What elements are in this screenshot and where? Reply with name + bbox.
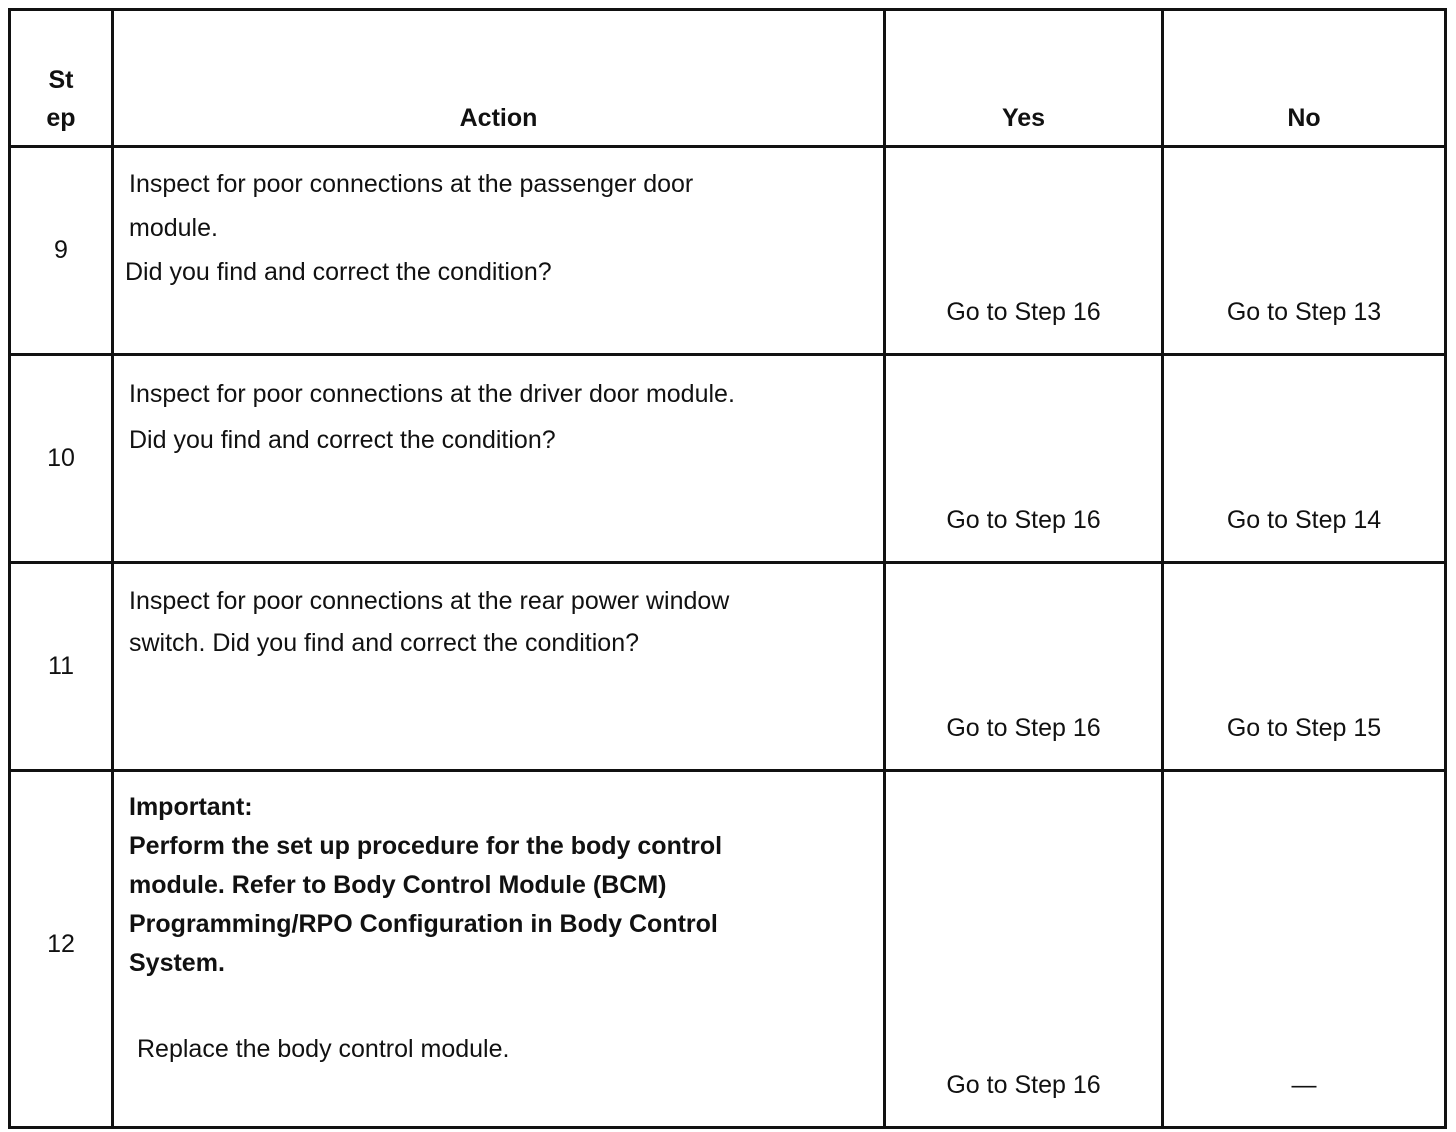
yes-result: Go to Step 16 — [946, 714, 1101, 742]
header-step-line2: ep — [46, 104, 76, 132]
header-step — [10, 10, 113, 147]
action-line: Inspect for poor connections at the passenger door — [129, 170, 694, 198]
action-line: Inspect for poor connections at the driver door module. — [129, 380, 735, 408]
important-line: module. Refer to Body Control Module (BCM) — [129, 871, 667, 899]
yes-cell — [885, 563, 1163, 771]
table-row — [10, 355, 1446, 563]
step-number: 12 — [47, 930, 75, 958]
action-text — [129, 580, 863, 664]
action-cell — [113, 147, 885, 355]
step-number: 11 — [48, 652, 74, 680]
yes-cell — [885, 147, 1163, 355]
important-label: Important: — [129, 793, 253, 821]
action-line: Replace the body control module. — [137, 1035, 510, 1063]
step-cell — [10, 563, 113, 771]
step-number: 9 — [54, 236, 68, 264]
action-line: module. — [129, 214, 218, 242]
action-text — [125, 162, 863, 294]
step-cell — [10, 355, 113, 563]
action-cell — [113, 355, 885, 563]
action-line: Did you find and correct the condition? — [129, 426, 556, 454]
yes-result: Go to Step 16 — [946, 506, 1101, 534]
important-note — [129, 788, 863, 983]
action-text — [129, 371, 863, 463]
table-header-row — [10, 10, 1446, 147]
important-line: System. — [129, 949, 225, 977]
important-line: Perform the set up procedure for the body control — [129, 832, 723, 860]
no-cell — [1163, 147, 1446, 355]
yes-result: Go to Step 16 — [946, 1071, 1101, 1099]
action-text — [129, 788, 863, 1071]
important-line: Programming/RPO Configuration in Body Control — [129, 910, 718, 938]
no-cell — [1163, 771, 1446, 1128]
action-cell — [113, 771, 885, 1128]
action-cell — [113, 563, 885, 771]
no-result: Go to Step 13 — [1226, 298, 1382, 326]
table-row — [10, 563, 1446, 771]
no-cell — [1163, 355, 1446, 563]
step-cell — [10, 147, 113, 355]
header-no: No — [1163, 10, 1446, 147]
yes-result: Go to Step 16 — [946, 298, 1101, 326]
no-result: Go to Step 15 — [1226, 714, 1382, 742]
no-result: — — [1291, 1071, 1317, 1099]
header-step-line1: St — [48, 66, 74, 94]
no-cell — [1163, 563, 1446, 771]
step-cell — [10, 771, 113, 1128]
table-row — [10, 147, 1446, 355]
action-line: switch. Did you find and correct the condition? — [129, 629, 639, 657]
diagnostic-steps-table — [8, 8, 1447, 1129]
step-number: 10 — [47, 444, 75, 472]
yes-cell — [885, 771, 1163, 1128]
table-row — [10, 771, 1446, 1128]
action-line: Did you find and correct the condition? — [125, 258, 552, 286]
header-yes: Yes — [885, 10, 1163, 147]
no-result: Go to Step 14 — [1226, 506, 1382, 534]
yes-cell — [885, 355, 1163, 563]
action-line: Inspect for poor connections at the rear power window — [129, 587, 730, 615]
header-action: Action — [113, 10, 885, 147]
